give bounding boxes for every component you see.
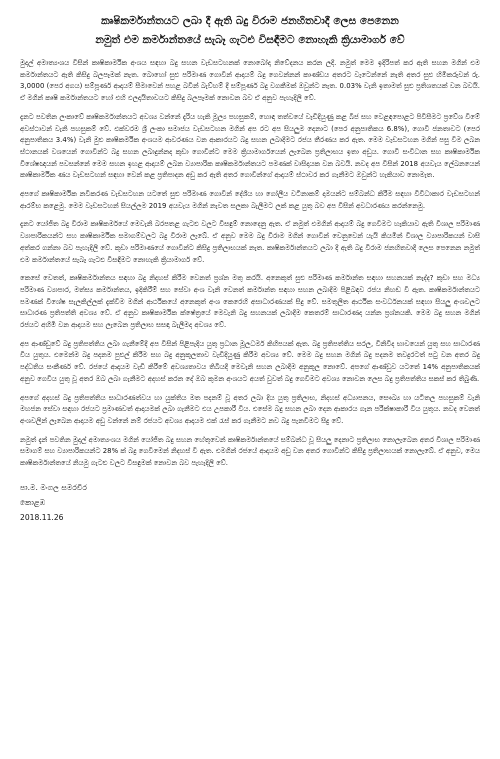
title-line-1: කෘෂිකර්මාන්තයට ලබා දී ඇති බදු විරාම ජනහිතවාදී ලෙස පෙනෙන — [101, 15, 399, 27]
title-line-2: නමුත් එම කර්මාන්තයේ සැබෑ ගැටළු විසඳීමට නොහැකි ක්‍රියාමාර්ග වේ — [95, 34, 405, 46]
signature-place: කොළඹ — [20, 497, 46, 507]
document-title — [20, 12, 480, 50]
paragraph-5: කෙසේ වෙතත්, කෘෂිකර්මාන්තය සඳහා බදු නිදහස් කිරීම වෙනත් ප්‍රශ්න මතු කරයි. අනෙකුත් සුළු පරිමාණ කර්මාන්ත සඳහා සහනයක් නැද්ද? කුඩා සහ මධ්‍ය පරිමාණ ව්‍යාපාර, මත්ස්‍ය කර්මාන්තය, ඉදිකිරීම් සහ සේවා අංශ වැනි වෙනත් කර්මාන්ත සඳහා සහන ලබාදීම පිළිබඳව රජය නිහඬ වී ඇත. කෘෂිකර්මාන්තයට පමණක් විශේෂ සැලකිල්ලක් දැක්වීම මගින් ආර්ථිකයේ අනෙකුත් අංශ කෙරෙහි අසාධාරණයක් සිදු වේ. සමතුලිත ආර්ථික සංවර්ධනයක් සඳහා සියලු අංශවලට සාධාරණ ප්‍රතිපත්ති අවශ්‍ය වේ. ඒ අනුව කෘෂිකාර්මික ක්ෂේත්‍රයේ මෙවැනි බදු සහනයක් ලබාදීම කෙතරම් සාධාරණද යන්න ප්‍රශ්නයකි. මෙම බදු සහන මගින් රජයට අහිමි වන ආදායම සහ ලැබෙන ප්‍රතිලාභ සසඳා බැලීමද අවශ්‍ය වේ. — [20, 274, 480, 330]
paragraph-8: නමුත් දැන් පවතින මුදල් අමාත්‍යංශය මගින් යෝජිත බදු සහන හේතුවෙන් කෘෂිකර්මාන්තයේ සම්බන්ධ වූ සියලු දෙනාට ප්‍රතිලාභ නොලැබෙන අතර විශාල පරිමාණ සමාගම් සහ ව්‍යාපාරිකයන්ට 28% ක් බදු ගෙවීමෙන් නිදහස් වී ඇත. එමගින් රජයේ ආදායම අඩු වන අතර ගොවීන්ට කිසිදු ප්‍රතිලාභයක් නොලැබේ. ඒ අනුව, මෙය කෘෂිකර්මාන්තයේ නියමු ගැටළු වලට විසඳුමක් නොවන බව පැහැදිලි වේ. — [20, 435, 480, 468]
paragraph-6: අප ආණ්ඩුවේ බදු ප්‍රතිපත්තිය ලබා ගැනීමේදී අප විසින් පිළිපැදිය යුතු ප්‍රධාන මූලධර්ම කිහිපයක් ඇත. බදු ප්‍රතිපත්තිය සරල, විනිවිද භාවයෙන් යුතු සහ සාධාරණ විය යුතුය. එමෙන්ම බදු පදනම පුළුල් කිරීම සහ බදු අනුකූලතාව වැඩිදියුණු කිරීම අවශ්‍ය වේ. මෙම බදු සහන මගින් බදු පදනම තවදුරටත් පටු වන අතර බදු පද්ධතිය සංකීර්ණ වේ. රජයේ ආදායම වැඩි කිරීමේ අවශ්‍යතාවය තිබියදී මෙවැනි සහන ලබාදීම අනුකූල නොවේ. අපගේ ආණ්ඩුව යටතේ 14% අනුපාතිකයක් අනුව ගෙවිය යුතු වූ අතර ඔබ ලබා ගැනීමට අදහස් කරන දේ ඔබ කුමන අංශයට අයත් වුවත් බදු ගෙවීමට අවශ්‍ය නොවන ලෙස බදු ප්‍රතිපත්තිය සකස් කර තිබුණි. — [20, 339, 480, 383]
paragraph-7: අපගේ අදහස් බදු ප්‍රතිපත්තිය සාධාරණත්වය හා යුක්තිය මත පදනම් වූ අතර ලබා දිය යුතු ප්‍රතිලාභ, නිදහස් අධ්‍යාපනය, සෞඛ්‍ය හා යටිතල පහසුකම් වැනි මහජන සේවා සඳහා රජයට ප්‍රමාණවත් ආදායමක් ලබා ගැනීමට එය උපකාරී විය. එසේම බදු සහන ලබා දෙන ආකාරය ගැන පරීක්ෂාකාරී විය යුතුය. නවද වෙනත් අංශවලින් ලැබෙන ආදායම අඩු වන්නේ නම් රජයට අවශ්‍ය ආදායම එක් රැස් කර ගැනීමට නව බදු පැනවීමට සිදු වේ. — [20, 393, 480, 425]
signature-block — [20, 480, 480, 525]
paragraph-3: අපගේ කෘෂිකාර්මික නවීකරණ වැඩසටහන යටතේ සුළු පරිමාණ ගොවීන් දේශීය හා ගෝලීය වටිනාකම් දාමයන්ට සම්බන්ධ කිරීම සඳහා විවිධාකාර වැඩසටහන් ආරම්භ කළෙමු. මෙම වැඩසටහන් සියල්ලම 2019 අයවැය මගින් නැවත සලකා බැලීමට ලක් කළ යුතු බව අප විසින් අවධාරණය කරන්නෙමු. — [20, 190, 480, 210]
paragraph-2: දැනට පවතින ලංකාවේ කෘෂිකර්මාන්තයට අවශ්‍ය වන්නේ දැරිය හැකි මූල්‍ය පහසුකම්, හොඳ තත්වයේ වැඩිදියුණු කළ බීජ සහ වෙළඳපොළට පිවිසීමට ප්‍රවේශ වීමේ අවස්ථාවන් වැනි පහසුකම් වේ. එක්වරම ශ්‍රී ලංකා සමාජය වැඩසටහන මගින් අප රට අප සියලුම දෙනාට (පෙර අනුපාතිකය 6.8%), ගොවි ජනතාවට (පෙර අනුපාතිකය 3.4%) වැනි මුළු කෘෂිකර්මික අංශයම ආවරණය වන ආකාරයට බදු සහන ලබාදීමට රජය තීරණය කර ඇත. මෙම වැඩසටහන මගින් පසු වීම ලබන ස්ථානයක් වශයෙන් ගොවීන්ට බදු සහන ලබාදුන්නද කුඩා ගොවීන්ට මෙම ක්‍රියාමාර්ගයෙන් ලැබෙන ප්‍රතිලාභය ඉතා අඩුය. ගොවි සංවිධාන සහ කෘෂිකාර්මික විශේෂඥයන් පවසන්නේ මෙම සහන ඉහළ ආදායම් ලබන ව්‍යාපාරික කෘෂිකර්මාන්තයට පමණක් වාසිදායක වන බවයි. නවද අප විසින් 2018 අයවැය ලේඛනයෙන් කෘෂිකාර්මික ණය වැඩසටහන් සඳහා වෙන් කළ ප්‍රතිපාදන අඩු කර ඇති අතර ගොවීන්ගේ ආදායම් ස්ථාවර කර ගැනීමට ඔවුන්ට හැකියාව නොමැත. — [20, 112, 480, 180]
paragraph-4: දැනට යෝජිත බදු විරාම කෘෂිකර්මයේ මෙවැනි බරපතළ ගැටළු වලට විසඳුම් නොදෙනු ඇත. ඒ නමුත් එමගින් ආදායම් බදු ගෙවීමට හැකියාව ඇති විශාල පරිමාණ ව්‍යාපාරිකයන්ට සහ කෘෂිකාර්මික සමාගම්වලට බදු විරාම ලැබේ. ඒ අනුව මෙම බදු විරාම මගින් ගොවීන් වෙනුවෙන් යැයි කියමින් විශාල ව්‍යාපාරිකයන් වාසි අත්කර ගන්නා බව පැහැදිලි වේ. කුඩා පරිමාණයේ ගොවීන්ට කිසිදු ප්‍රතිලාභයක් නැත. කෘෂිකර්මාන්තයට ලබා දී ඇති බදු විරාම ජනහිතවාදී ලෙස පෙනෙන නමුත් එම කර්මාන්තයේ සැබෑ ගැටළු විසඳීමට නොහැකි ක්‍රියාමාර්ග වේ. — [20, 220, 480, 264]
paragraph-1: මුදල් අමාත්‍යංශය විසින් කෘෂිකාර්මික අංශය සඳහා බදු සහන වැඩසටහනක් නොබෝදා නිවේදනය කරන ලදී. නමුත් මෙම ඉදිරිපත් කර ඇති සහන මගින් එම කර්මාන්තයට ඇති කිසිදු බලපෑමක් නැත. බොහෝ සුළු පරිමාණ ගොවීන් ආදායම් බදු ගෙවන්නන් කාණ්ඩය අතරට වැටෙන්නේ නැති අතර සුළු හිමිකරුවන් රු. 3,0000 (පෙර අගය) සම්පූර්ණ ආදායම් සීමාවෙන් පහළ බවින් බැව්හම් දී සම්පූර්ණ බදු වගකීමක් ඔවුන්ට නැත. 0.03% වැනි ඉතාමත් සුළු ප්‍රතිශතයක් වන බවයි. ඒ මගින් කෘෂි කර්මාන්තයට හෝ එහි ඵලදායිතාවයට කිසිදු බලපෑමක් නොවන බව ඒ අනුව පැහැදිලි වේ. — [20, 59, 480, 103]
signature-date: 2018.11.26 — [20, 512, 64, 522]
signatory-name: පා.ම. මංගල සමරවීර — [20, 482, 87, 492]
